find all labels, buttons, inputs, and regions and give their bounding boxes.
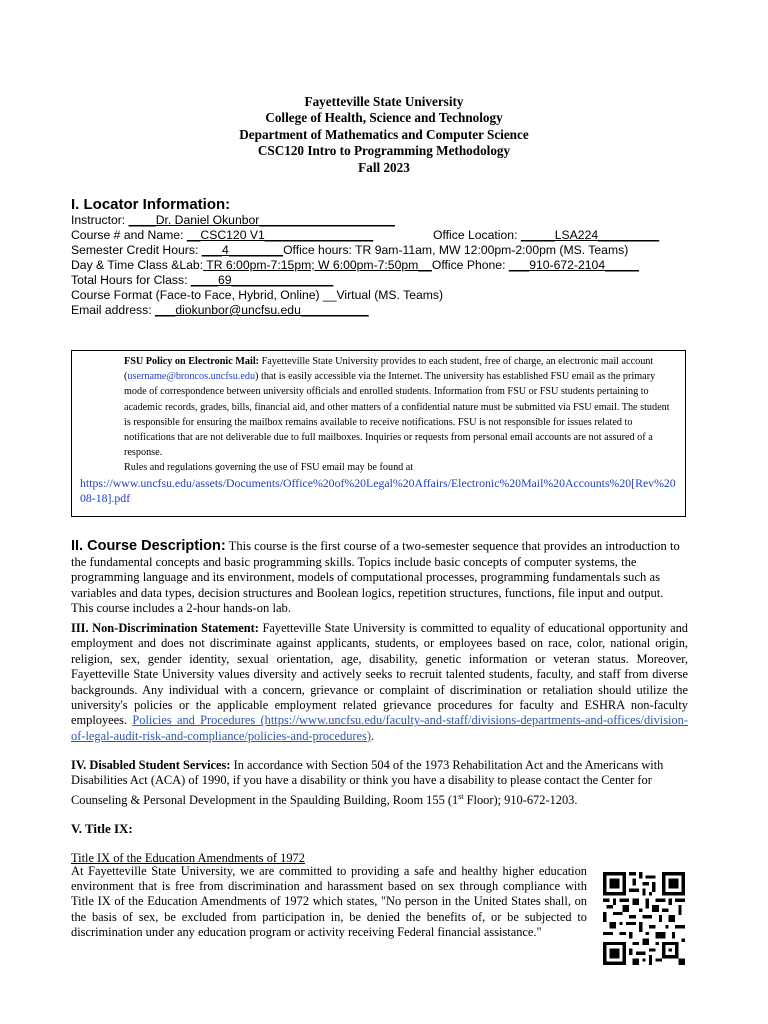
office-hours: Office hours: TR 9am-11am, MW 12:00pm-2:00pm (MS. Teams)	[283, 243, 629, 257]
total-hours-value: ____69_______________	[190, 273, 334, 287]
course-value: __CSC120 V1________________	[186, 228, 374, 242]
instructor-value: ____Dr. Daniel Okunbor____________________	[128, 213, 395, 227]
email-line	[71, 303, 369, 318]
credit-hours-value: ___4________	[201, 243, 284, 257]
course-description-text: This course is the first course of a two-semester sequence that provides an introduction to the fundamental concepts and basic programming skills. Topics include basic concepts of computer systems, the programming language and its environment, models of computational processes, programming fundamentals such as variables and data types, decision structures and Boolean logics, repetition structures, functions, file input and output.	[71, 539, 680, 600]
policy-rules: Rules and regulations governing the use of FSU email may be found at	[124, 462, 414, 474]
floor-superscript: st	[458, 791, 464, 801]
non-discrimination-text: Fayetteville State University is committed to equality of educational opportunity and employment and does not discriminate against applicants, students, or employees based on race, color, national origin, religion, sex, gender identity, sexual orientation, age, disability, genetic information or veteran status. Moreover, Fayetteville State University values diversity and actively seeks to recruit talented students, faculty, and staff from diverse backgrounds. Any individual with a concern, grievance or complaint of discrimination or retaliation should utilize the university's policies or the applicable employment related grievance procedures for faculty and ESHRA non-faculty employees.	[71, 621, 688, 728]
credit-hours-label: Semester Credit Hours:	[71, 243, 202, 257]
course-format-value: __Virtual (MS. Teams)	[322, 288, 444, 302]
title-ix-heading: V. Title IX:	[71, 821, 133, 836]
email-policy-box	[71, 350, 686, 517]
non-discrimination-heading: III. Non-Discrimination Statement:	[71, 621, 259, 635]
policies-procedures-link[interactable]: Policies and Procedures (https://www.uncfsu.edu/faculty-and-staff/divisions-departments-and-offices/division-of-legal-audit-risk-and-compliance/policies-and-procedures)	[71, 713, 689, 743]
term: Fall 2023	[358, 159, 410, 175]
title-ix-text: At Fayetteville State University, we are committed to providing a safe and healthy higher education environment that is free from discrimination and harassment based on sex through compliance with Title IX of the Education Amendments of 1972 which states, "No person in the United States shall, on the basis of sex, be excluded from participation in, be denied the benefits of, or be subjected to discrimination under any education program or activity receiving Federal financial assistance."	[71, 864, 587, 939]
disabled-services-text-2: Floor); 910-672-1203.	[463, 792, 578, 807]
office-location-value: _____LSA224_________	[520, 228, 660, 242]
day-time-label: Day & Time Class &Lab:	[71, 258, 204, 272]
college-name: College of Health, Science and Technology	[265, 110, 503, 126]
office-phone-label: Office Phone:	[431, 258, 509, 272]
policy-title: FSU Policy on Electronic Mail:	[124, 356, 260, 367]
email-label: Email address:	[71, 303, 155, 317]
non-discrimination-end: .	[371, 728, 375, 743]
office-phone-value: ___910-672-2104_____	[508, 258, 639, 272]
disabled-services-heading: IV. Disabled Student Services:	[71, 758, 231, 772]
total-hours-line	[71, 273, 333, 288]
policy-paragraph	[80, 354, 677, 460]
course-format-label: Course Format (Face-to Face, Hybrid, Online)	[71, 288, 323, 302]
policy-text-1: Fayetteville State University provides to each student, free of charge, an electronic mail account (	[124, 356, 654, 383]
course-lab-note: This course includes a 2-hour hands-on lab.	[71, 601, 291, 616]
instructor-label: Instructor:	[71, 213, 129, 227]
non-discrimination-section	[71, 621, 688, 744]
disabled-services-text-1: In accordance with Section 504 of the 1973 Rehabilitation Act and the Americans with Disabilities Act (ACA) of 1990, if you have a disability or think you have a disability to please contact the Center for Counseling & Personal Development in the Spaulding Building, Room 155 (1	[71, 758, 664, 807]
disabled-services-section	[71, 758, 688, 808]
locator-heading: I. Locator Information:	[71, 196, 231, 213]
policy-email-example[interactable]: username@broncos.uncfsu.edu	[127, 371, 256, 383]
department-name: Department of Mathematics and Computer Science	[239, 126, 529, 142]
course-title: CSC120 Intro to Programming Methodology	[257, 143, 511, 159]
day-time-value: TR 6:00pm-7:15pm; W 6:00pm-7:50pm__	[203, 258, 432, 272]
office-location-line	[433, 228, 659, 243]
document-header	[0, 94, 768, 176]
course-format-line	[71, 288, 443, 303]
title-ix-subheading: Title IX of the Education Amendments of 1972	[71, 851, 305, 865]
qr-code	[603, 872, 685, 965]
course-description-heading: II. Course Description:	[71, 538, 226, 554]
total-hours-label: Total Hours for Class:	[71, 273, 191, 287]
office-location-label: Office Location:	[433, 228, 521, 242]
day-time-line	[71, 258, 639, 273]
instructor-line	[71, 213, 395, 228]
course-label: Course # and Name:	[71, 228, 187, 242]
course-description-section	[71, 539, 688, 617]
policy-url-link[interactable]: https://www.uncfsu.edu/assets/Documents/Office%20of%20Legal%20Affairs/Electronic%20Mail%20Accounts%20[Rev%2008-18].pdf	[80, 475, 676, 505]
email-value: ___diokunbor@uncfsu.edu__________	[155, 303, 369, 317]
university-name: Fayetteville State University	[304, 94, 464, 109]
policy-text-2: ) that is easily accessible via the Internet. The university has established FSU email as the primary mode of correspondence between university officials and enrolled students. Information from FSU or FSU students pertaining to academic records, grades, bills, financial aid, and other matters of a confidential nature must be submitted via FSU email. The student is responsible for ensuring the mailbox remains available to receive notifications. FSU is not responsible for issues related to notifications that are not deliverable due to full mailboxes. Inquiries or requests from personal email accounts are not assured of a response.	[124, 371, 670, 459]
credit-hours-line	[71, 243, 628, 258]
course-line	[71, 228, 373, 243]
